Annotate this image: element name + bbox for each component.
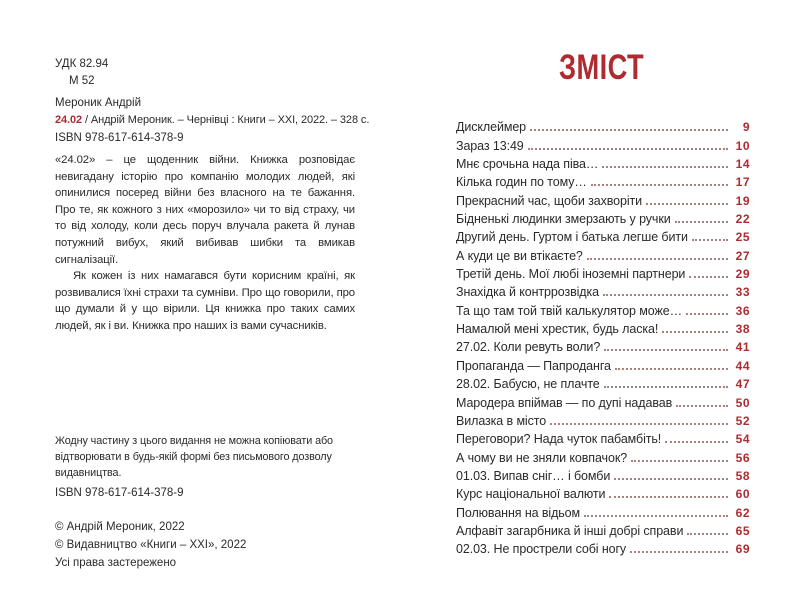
- toc-entry-label: Полювання на відьом: [456, 505, 581, 520]
- toc-entry: [456, 483, 750, 501]
- toc-entry-page-number: 65: [735, 523, 750, 538]
- toc-entry-page-number: 69: [735, 542, 750, 557]
- toc-page: [452, 0, 752, 615]
- toc-entry-page-number: 38: [735, 322, 750, 337]
- book-title: 24.02: [55, 113, 83, 126]
- toc-leader-dots: [630, 551, 728, 553]
- isbn-bottom: ISBN 978-617-614-378-9: [55, 487, 184, 499]
- toc-entry: [456, 336, 750, 354]
- toc-entry-label: Пропаганда — Папроданга: [456, 358, 611, 373]
- toc-entry-label: Мародера впіймав — по дупі надавав: [456, 395, 673, 410]
- catalog-code: М 52: [69, 75, 95, 87]
- toc-entry: [456, 171, 750, 189]
- toc-entry-label: Бідненькі людинки змерзають у ручки: [456, 212, 671, 227]
- toc-entry-page-number: 27: [735, 248, 750, 263]
- toc-leader-dots: [686, 313, 728, 315]
- toc-entry-page-number: 9: [742, 120, 750, 135]
- toc-entry-page-number: 52: [735, 413, 750, 428]
- toc-leader-dots: [604, 386, 728, 388]
- toc-entry-page-number: 36: [735, 303, 750, 318]
- copy-restriction-notice: Жодну частину з цього видання не можна копіювати або відтворювати в будь-якій формі без письмового дозволу видавництва.: [55, 435, 333, 479]
- toc-entry: [456, 281, 750, 299]
- toc-entry-page-number: 41: [735, 340, 750, 355]
- toc-entry-label: Курс національної валюти: [456, 487, 606, 502]
- toc-entry: [456, 520, 750, 538]
- toc-entry-page-number: 19: [735, 193, 750, 208]
- toc-entry-page-number: 10: [735, 138, 750, 153]
- toc-entry: [456, 263, 750, 281]
- toc-entry-page-number: 14: [735, 157, 750, 172]
- toc-entry-page-number: 29: [735, 267, 750, 282]
- author-heading: Мероник Андрій: [55, 97, 142, 109]
- toc-entry-page-number: 33: [735, 285, 750, 300]
- toc-entry-label: Намалюй мені хрестик, будь ласка!: [456, 322, 659, 337]
- copyright-author: © Андрій Мероник, 2022: [55, 521, 185, 533]
- isbn-top: ISBN 978-617-614-378-9: [55, 132, 184, 144]
- toc-entry-label: Переговори? Нада чуток пабамбіть!: [456, 432, 662, 447]
- toc-entry-label: Прекрасний час, щоби захворіти: [456, 193, 643, 208]
- toc-entry: [456, 354, 750, 372]
- bibliographic-record: [55, 95, 370, 128]
- toc-entry-page-number: 44: [735, 358, 750, 373]
- toc-entry: [456, 134, 750, 152]
- toc-leader-dots: [631, 460, 728, 462]
- toc-entry: [456, 465, 750, 483]
- toc-entry-label: А чому ви не зняли ковпачок?: [456, 450, 628, 465]
- toc-title-text: ЗМІСТ: [559, 48, 645, 87]
- toc-entry: [456, 299, 750, 317]
- toc-entry: [456, 318, 750, 336]
- toc-entry: [456, 410, 750, 428]
- toc-leader-dots: [646, 203, 728, 205]
- toc-entry-label: Другий день. Гуртом і батька легше бити: [456, 230, 688, 245]
- toc-entry: [456, 373, 750, 391]
- toc-entry-page-number: 58: [735, 468, 750, 483]
- toc-entry: [456, 116, 750, 134]
- toc-entry-label: Знахідка й контррозвідка: [456, 285, 599, 300]
- toc-entry-label: Та що там той твій калькулятор може…: [456, 303, 682, 318]
- toc-leader-dots: [676, 405, 728, 407]
- toc-entry-label: Дисклеймер: [456, 120, 527, 135]
- rights-reserved-note: Усі права застережено: [55, 557, 177, 569]
- udc-block: [55, 56, 355, 90]
- toc-leader-dots: [687, 533, 728, 535]
- toc-leader-dots: [591, 184, 728, 186]
- toc-entry: [456, 501, 750, 519]
- toc-entry: [456, 538, 750, 556]
- toc-entry: [456, 189, 750, 207]
- toc-entry-page-number: 54: [735, 432, 750, 447]
- toc-leader-dots: [603, 294, 728, 296]
- annotation-paragraph-2: Як кожен із них намагався бути корисним країні, як розвивалися їхні страхи та сумніви. Про що говорили, про що думали й у що вірили. Ця книжка про таких самих людей, як і ви. Книжка про наших із вами сучасників.: [55, 270, 355, 332]
- toc-entry-label: Алфавіт загарбника й інші добрі справи: [456, 523, 684, 538]
- toc-entry: [456, 428, 750, 446]
- toc-entry-label: Третій день. Мої любі іноземні партнери: [456, 267, 686, 282]
- toc-entry-label: 01.03. Випав сніг… і бомби: [456, 468, 611, 483]
- toc-entry-label: Мнє срочьна нада піва…: [456, 157, 599, 172]
- toc-entry: [456, 446, 750, 464]
- toc-entry: [456, 226, 750, 244]
- toc-leader-dots: [530, 129, 728, 131]
- bibliographic-details: / Андрій Мероник. – Чернівці : Книги – XXI, 2022. – 328 с.: [82, 113, 370, 126]
- annotation-paragraph-1: «24.02» – це щоденник війни. Книжка розповідає невигадану історію про компанію молодих людей, які опинилися посеред війни без власного на те бажання. Про те, як кожного з них «морозило» чи то від страху, чи то від холоду, коли десь поруч влучала ракета й лунав потужний вибух, який вибивав шибки та вмикав сигналізації.: [55, 154, 355, 266]
- toc-title: [452, 48, 752, 88]
- toc-leader-dots: [662, 331, 728, 333]
- toc-leader-dots: [689, 276, 728, 278]
- toc-leader-dots: [615, 368, 728, 370]
- toc-entry-label: 28.02. Бабусю, не плачте: [456, 377, 600, 392]
- toc-leader-dots: [614, 478, 728, 480]
- toc-entry: [456, 208, 750, 226]
- toc-leader-dots: [665, 441, 728, 443]
- bibliographic-title-line: [55, 112, 370, 129]
- toc-leader-dots: [528, 148, 728, 150]
- copyright-publisher: © Видавництво «Книги – XXI», 2022: [55, 538, 247, 551]
- toc-entry-label: А куди це ви втікаєте?: [456, 248, 583, 263]
- toc-entry-page-number: 62: [735, 505, 750, 520]
- imprint-page: [55, 0, 370, 615]
- copyright-block: [55, 519, 355, 554]
- toc-list: [456, 116, 750, 556]
- toc-leader-dots: [675, 221, 728, 223]
- toc-leader-dots: [602, 166, 728, 168]
- toc-leader-dots: [584, 515, 728, 517]
- toc-entry-page-number: 25: [735, 230, 750, 245]
- toc-entry-page-number: 60: [735, 487, 750, 502]
- toc-entry: [456, 244, 750, 262]
- toc-entry-label: Зараз 13:49: [456, 138, 524, 153]
- toc-entry-page-number: 56: [735, 450, 750, 465]
- toc-leader-dots: [692, 239, 728, 241]
- toc-entry-page-number: 47: [735, 377, 750, 392]
- toc-entry: [456, 391, 750, 409]
- toc-entry-page-number: 17: [735, 175, 750, 190]
- toc-entry-page-number: 22: [735, 212, 750, 227]
- annotation: [55, 152, 355, 335]
- toc-entry-label: Вилазка в місто: [456, 413, 547, 428]
- toc-entry-label: Кілька годин по тому…: [456, 175, 587, 190]
- toc-entry-label: 02.03. Не прострели собі ногу: [456, 542, 627, 557]
- toc-entry-page-number: 50: [735, 395, 750, 410]
- toc-leader-dots: [587, 258, 728, 260]
- toc-entry-label: 27.02. Коли ревуть воли?: [456, 340, 601, 355]
- toc-leader-dots: [604, 349, 728, 351]
- toc-entry: [456, 153, 750, 171]
- toc-leader-dots: [550, 423, 728, 425]
- toc-leader-dots: [609, 496, 728, 498]
- udc-code: УДК 82.94: [55, 58, 109, 70]
